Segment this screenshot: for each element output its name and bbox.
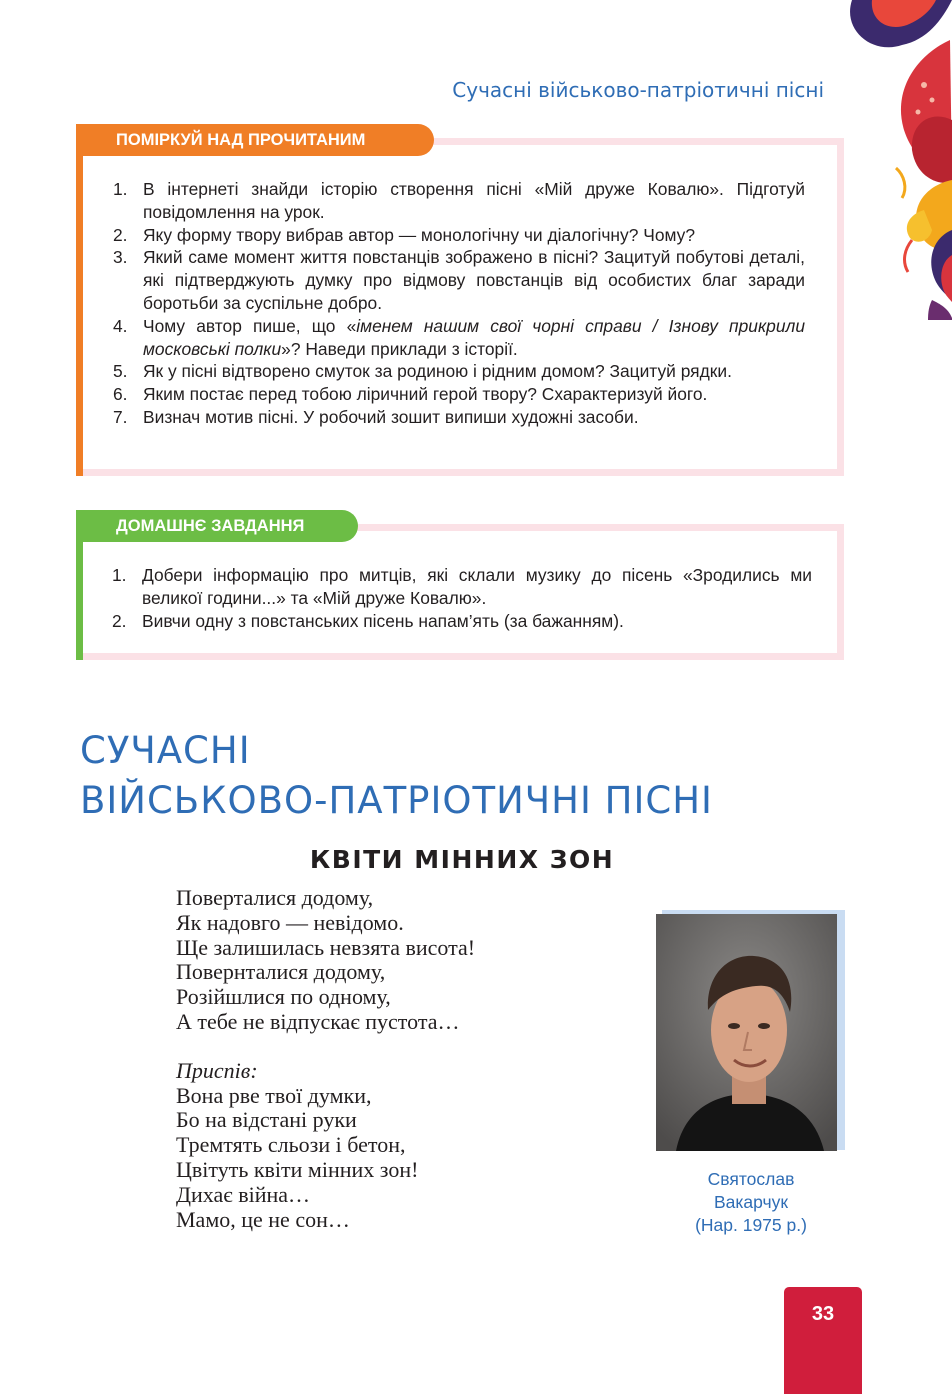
poem-text bbox=[176, 886, 475, 1232]
task-number: 2. bbox=[112, 610, 127, 631]
task-text: Чому автор пише, що «іменем нашим свої чорні справи / Ізнову прикрили московські полки»? Наведи приклади з історії. bbox=[143, 315, 806, 359]
task-item bbox=[113, 224, 805, 247]
task-item bbox=[112, 610, 812, 633]
task-text: Який саме момент життя повстанців зображено в пісні? Зацитуй побутові деталі, які підтверджують думку про відмову повстанців від особистих благ заради боротьби за суспільне добро. bbox=[143, 247, 805, 313]
task-item bbox=[113, 178, 805, 224]
poem-line: Поверталися додому, bbox=[176, 885, 374, 910]
section-title-line1: СУЧАСНІ bbox=[80, 729, 251, 772]
reflect-box bbox=[76, 124, 844, 476]
task-text: Вивчи одну з повстанських пісень напам’ять (за бажанням). bbox=[142, 610, 624, 631]
reflect-box-title: ПОМІРКУЙ НАД ПРОЧИТАНИМ bbox=[76, 124, 434, 156]
poem-line: Вона рве твої думки, bbox=[176, 1082, 372, 1108]
task-text: В інтернеті знайди історію створення пісні «Мій друже Ковалю». Підготуй повідомлення на урок. bbox=[143, 179, 805, 222]
poem-chorus bbox=[176, 1084, 475, 1233]
task-number: 7. bbox=[113, 406, 128, 427]
task-item bbox=[113, 383, 805, 406]
task-number: 3. bbox=[113, 247, 128, 268]
decorative-flowers-art bbox=[832, 0, 952, 320]
poem-line: Бо на відстані руки bbox=[176, 1107, 357, 1133]
reflect-box-stripe bbox=[76, 138, 83, 476]
chorus-label: Приспів: bbox=[176, 1057, 258, 1083]
task-text: Яким постає перед тобою ліричний герой твору? Схарактеризуй його. bbox=[143, 384, 708, 405]
poem-line: Ще залишилась невзята висота! bbox=[176, 934, 476, 960]
task-number: 1. bbox=[112, 565, 127, 585]
poem-line: Тремтять сльози і бетон, bbox=[176, 1132, 406, 1158]
page-number: 33 bbox=[784, 1287, 862, 1394]
task-text: Як у пісні відтворено смуток за родиною і рідним домом? Зацитуй рядки. bbox=[143, 361, 732, 382]
poem-line: Як надовго — невідомо. bbox=[176, 909, 404, 935]
author-last-name: Вакарчук bbox=[713, 1192, 789, 1212]
homework-box-stripe bbox=[76, 524, 83, 660]
task-item bbox=[113, 315, 805, 361]
task-item bbox=[113, 360, 805, 383]
poem-line: Цвітуть квіти мінних зон! bbox=[176, 1156, 419, 1182]
task-number: 2. bbox=[113, 224, 128, 245]
task-number: 4. bbox=[113, 315, 128, 336]
homework-box bbox=[76, 510, 844, 660]
poem-verse bbox=[176, 886, 475, 1035]
reflect-task-list bbox=[113, 178, 805, 429]
task-number: 6. bbox=[113, 384, 128, 405]
task-number: 1. bbox=[113, 179, 128, 199]
poem-line: А тебе не відпускає пустота… bbox=[176, 1008, 460, 1034]
poem-line: Розійшлися по одному, bbox=[176, 984, 391, 1010]
task-number: 5. bbox=[113, 361, 128, 382]
section-title bbox=[80, 726, 713, 826]
running-header: Сучасні військово-патріотичні пісні bbox=[452, 78, 824, 102]
poem-line: Повернталися додому, bbox=[176, 959, 386, 985]
homework-box-title: ДОМАШНЄ ЗАВДАННЯ bbox=[76, 510, 358, 542]
poem-line: Мамо, це не сон… bbox=[176, 1206, 350, 1232]
author-first-name: Святослав bbox=[707, 1169, 795, 1189]
task-item bbox=[113, 406, 805, 429]
section-title-line2: ВІЙСЬКОВО-ПАТРІОТИЧНІ ПІСНІ bbox=[80, 779, 713, 822]
author-portrait-photo bbox=[656, 914, 837, 1151]
task-item bbox=[113, 246, 805, 314]
task-text: Добери інформацію про митців, які склали музику до пісень «Зродились ми великої години...» та «Мій друже Ковалю». bbox=[142, 565, 812, 608]
task-item bbox=[112, 564, 812, 610]
task-text: Яку форму твору вибрав автор — монологічну чи діалогічну? Чому? bbox=[143, 224, 696, 245]
author-birth-year: (Нар. 1975 р.) bbox=[695, 1215, 807, 1235]
task-text: Визнач мотив пісні. У робочий зошит випиши художні засоби. bbox=[143, 406, 639, 427]
photo-caption bbox=[660, 1168, 842, 1237]
homework-task-list bbox=[112, 564, 812, 632]
poem-title: КВІТИ МІННИХ ЗОН bbox=[309, 845, 615, 874]
poem-line: Дихає війна… bbox=[176, 1181, 311, 1207]
